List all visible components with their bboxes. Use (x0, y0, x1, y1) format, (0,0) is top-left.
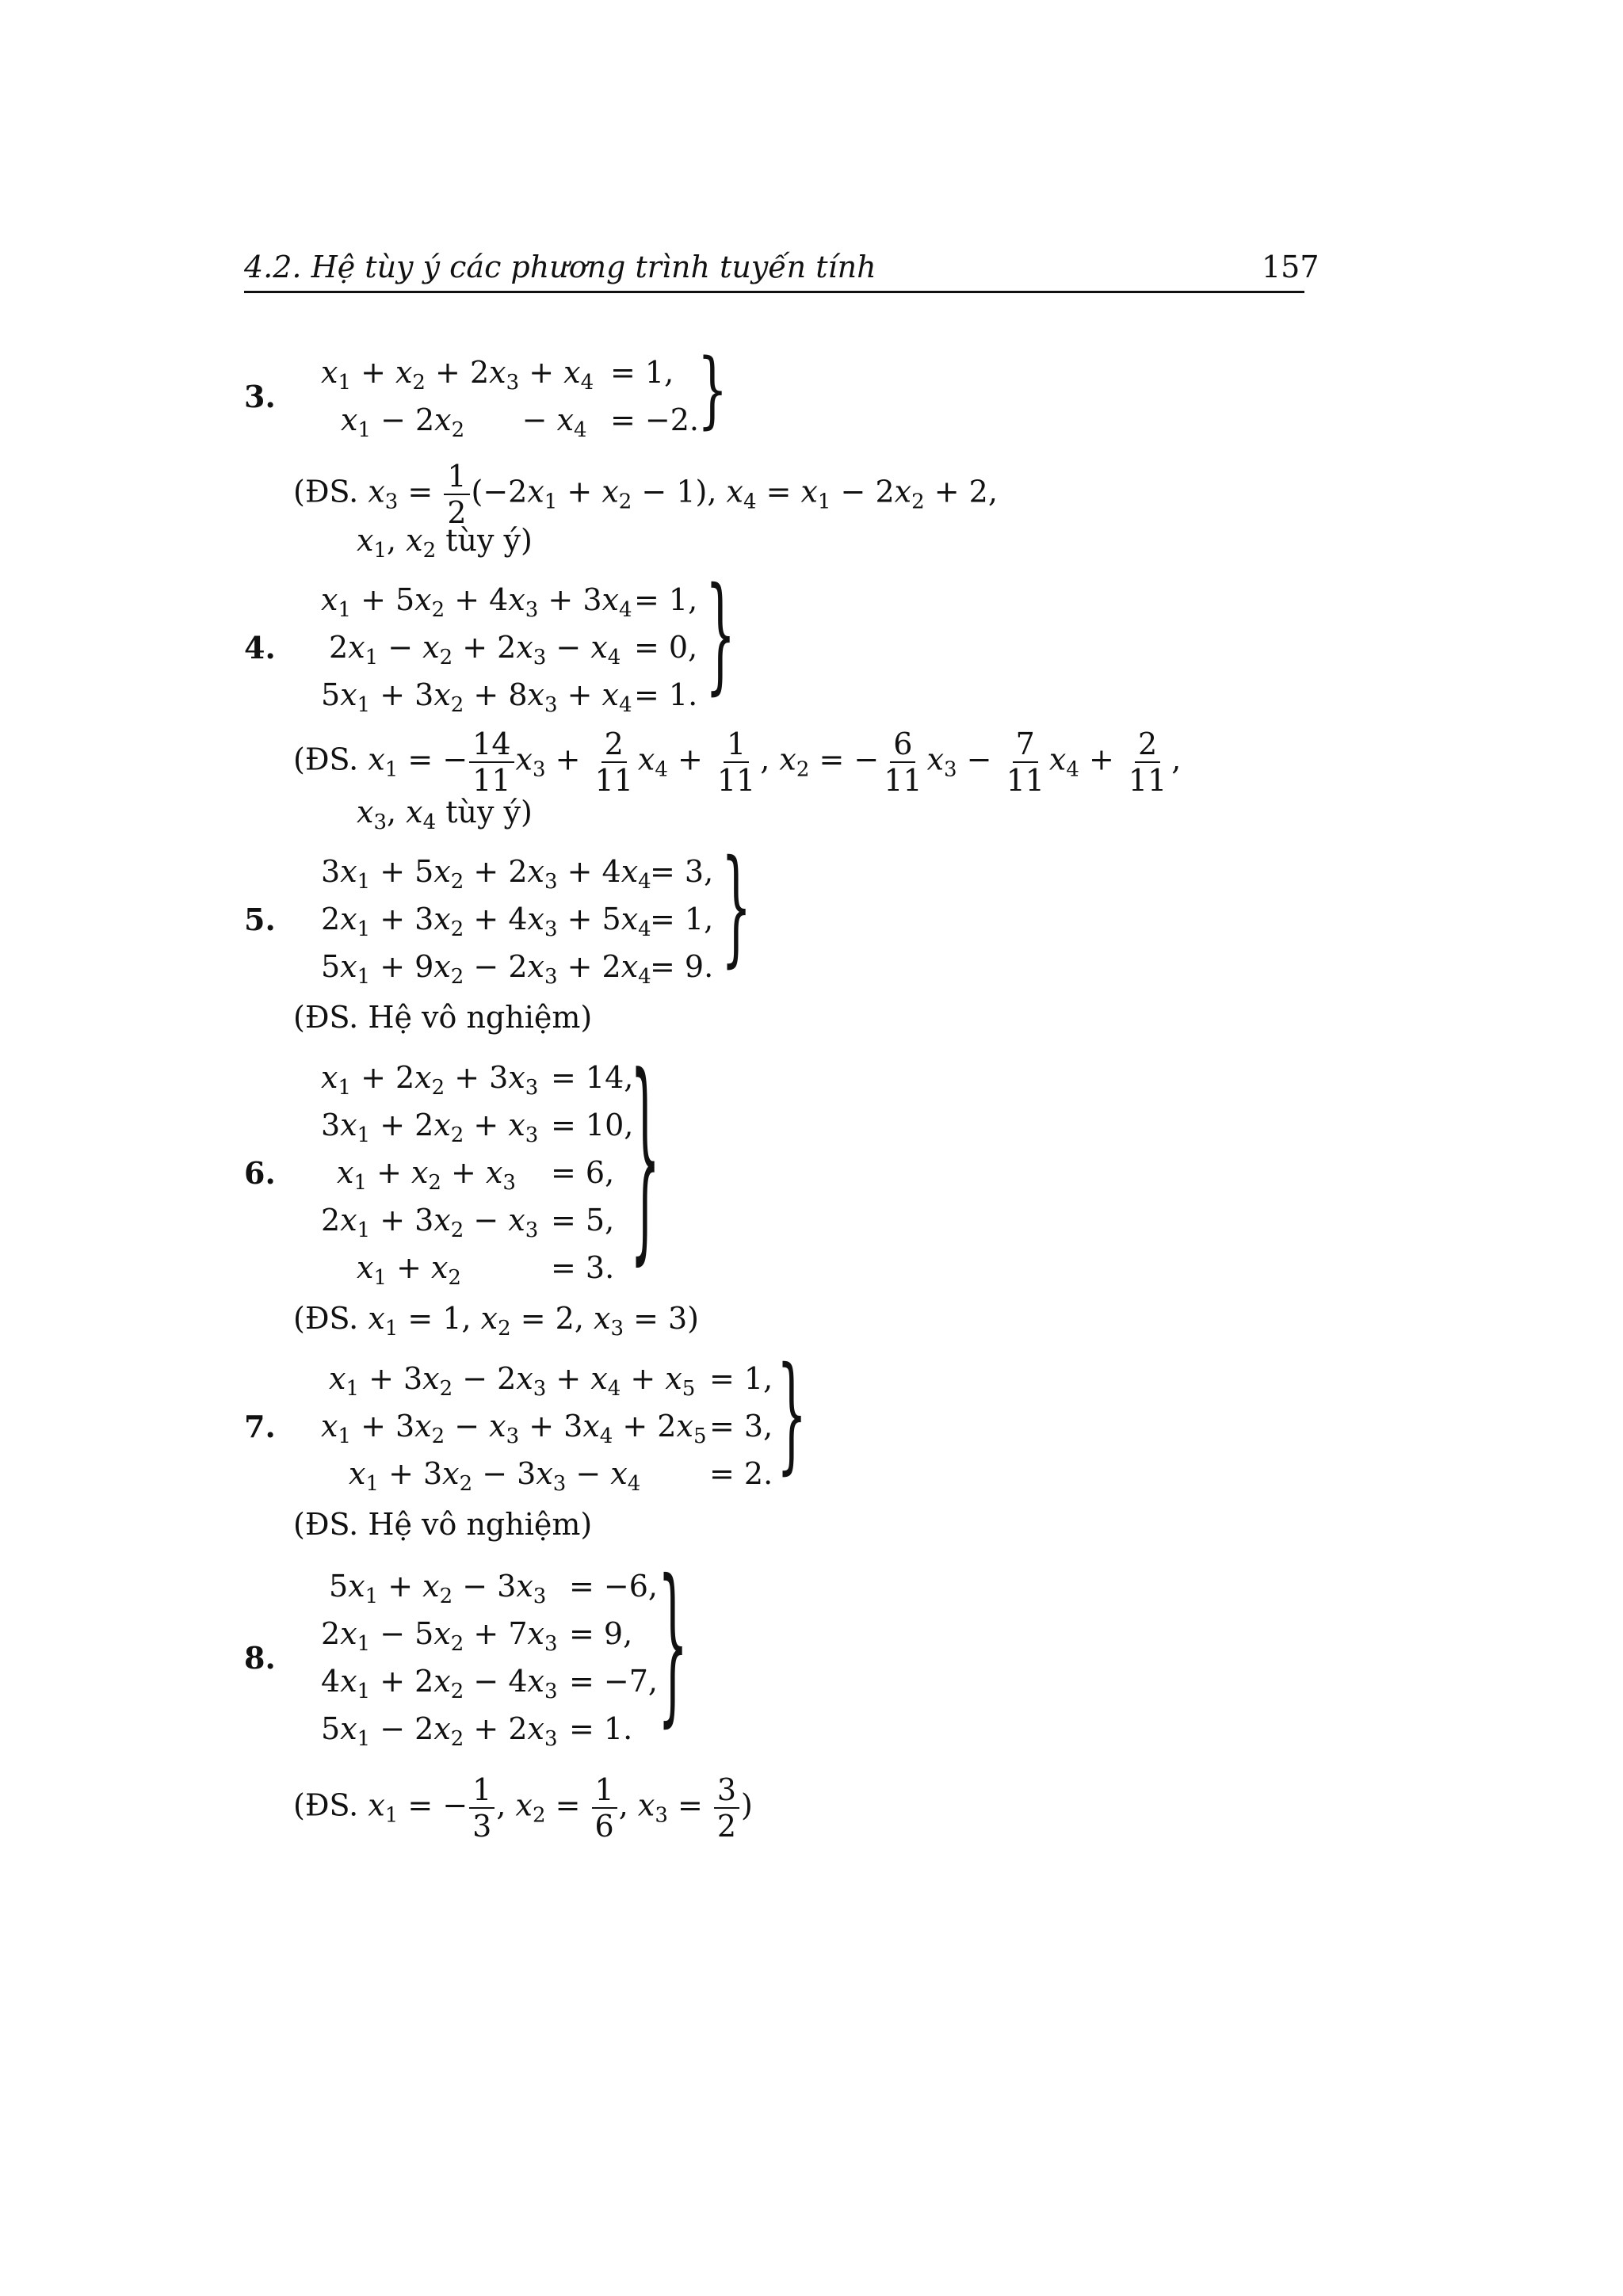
problem-5-answer: (ĐS. Hệ vô nghiệm) (293, 1000, 593, 1035)
equation: $4x_1 + 2x_2 - 4x_3$ (321, 1664, 558, 1703)
header-rule (244, 291, 1304, 293)
right-brace: } (658, 1545, 689, 1745)
equation-rhs: = 10, (551, 1108, 634, 1142)
problem-6-number: 6. (244, 1155, 276, 1191)
equation-rhs: = 6, (551, 1155, 615, 1190)
equation: $5x_1 + x_2 - 3x_3$ (329, 1569, 547, 1608)
equation-rhs: = −6, (569, 1569, 659, 1604)
equation: $3x_1 + 5x_2 + 2x_3 + 4x_4$ (321, 854, 651, 894)
right-brace: } (721, 833, 752, 982)
problem-3-number: 3. (244, 379, 276, 414)
equation: $5x_1 - 2x_2 + 2x_3$ (321, 1711, 558, 1751)
equation: $x_1 + 3x_2 - x_3 + 3x_4 + 2x_5$ (321, 1409, 707, 1448)
equation: $3x_1 + 2x_2 + x_3$ (321, 1108, 539, 1147)
problem-7-number: 7. (244, 1409, 276, 1444)
equation: $2x_1 + 3x_2 + 4x_3 + 5x_4$ (321, 902, 651, 941)
equation: $x_1 + x_2$ (357, 1250, 461, 1290)
equation-rhs: = 3, (650, 854, 714, 889)
right-brace: } (630, 1032, 661, 1287)
problem-8-answer: (ĐS. $x_1$ = − $\frac{1}{3}$ , $x_2$ = $\frac{1}{6}$ , $x_3$ = $\frac{3}{2}$ ) (293, 1772, 753, 1844)
problem-3-answer: (ĐS. $x_3$ = $\frac{1}{2}$ $(-2x_1 + x_2 - 1)$, $x_4 = x_1 - 2x_2 + 2$, (293, 459, 998, 530)
problem-6-answer: (ĐS. $x_1 = 1$, $x_2 = 2$, $x_3 = 3$) (293, 1301, 699, 1341)
equation: $x_1 - 2x_2$ − $x_4$ (341, 402, 587, 442)
equation-rhs: = 1, (634, 582, 698, 617)
equation: $5x_1 + 3x_2 + 8x_3 + x_4$ (321, 677, 632, 717)
equation: $x_1 + x_2 + 2x_3 + x_4$ (321, 355, 594, 395)
equation-rhs: = 3. (551, 1250, 615, 1285)
problem-7-answer: (ĐS. Hệ vô nghiệm) (293, 1507, 593, 1542)
problem-8-number: 8. (244, 1640, 276, 1676)
equation-rhs: = 2. (709, 1456, 773, 1491)
equation-rhs: = 1. (634, 677, 698, 712)
problem-4-number: 4. (244, 630, 276, 666)
equation-rhs: = 3, (709, 1409, 773, 1444)
problem-4-answer: (ĐS. $x_1$ = − $\frac{14}{11}$ $x_3$ + $\frac{2}{11}$ $x_4$ + $\frac{1}{11}$ , $x_2$ = − $\frac{6}{11}$ $x_3$ − $\frac{7}{11}$ $x_4$ + $\frac{2}{11}$ , (293, 727, 1182, 798)
equation: $x_1 + 3x_2 - 3x_3 - x_4$ (349, 1456, 641, 1496)
equation-rhs: = 1, (709, 1361, 773, 1396)
problem-5-number: 5. (244, 902, 276, 937)
equation: $x_1 + x_2 + x_3$ (337, 1155, 516, 1195)
equation: $x_1 + 2x_2 + 3x_3$ (321, 1060, 539, 1100)
equation-rhs: = 14, (551, 1060, 634, 1095)
equation-rhs: = 9. (650, 949, 714, 984)
equation-rhs: = 9, (569, 1616, 633, 1651)
problem-3-answer-line2: $x_1$, $x_2$ tùy ý) (357, 523, 533, 563)
right-brace: } (705, 561, 736, 709)
equation-rhs: = 1, (650, 902, 714, 936)
equation-rhs: = 0, (634, 630, 698, 665)
equation-rhs: = −7, (569, 1664, 659, 1699)
equation-rhs: = 5, (551, 1203, 615, 1238)
problem-4-answer-line2: $x_3$, $x_4$ tùy ý) (357, 795, 533, 834)
equation-rhs: = −2. (610, 402, 700, 437)
right-brace: } (777, 1341, 808, 1489)
equation-rhs: = 1. (569, 1711, 633, 1746)
equation: $x_1 + 3x_2 - 2x_3 + x_4 + x_5$ (329, 1361, 696, 1401)
page-number: 157 (1262, 250, 1319, 284)
equation-rhs: = 1, (610, 355, 674, 390)
running-header-title: 4.2. Hệ tùy ý các phương trình tuyến tính (244, 250, 876, 284)
equation: $2x_1 - x_2 + 2x_3 - x_4$ (329, 630, 621, 669)
right-brace: } (697, 341, 728, 439)
equation: $x_1 + 5x_2 + 4x_3 + 3x_4$ (321, 582, 632, 622)
equation: $2x_1 + 3x_2 - x_3$ (321, 1203, 539, 1242)
equation: $2x_1 - 5x_2 + 7x_3$ (321, 1616, 558, 1656)
equation: $5x_1 + 9x_2 - 2x_3 + 2x_4$ (321, 949, 651, 989)
